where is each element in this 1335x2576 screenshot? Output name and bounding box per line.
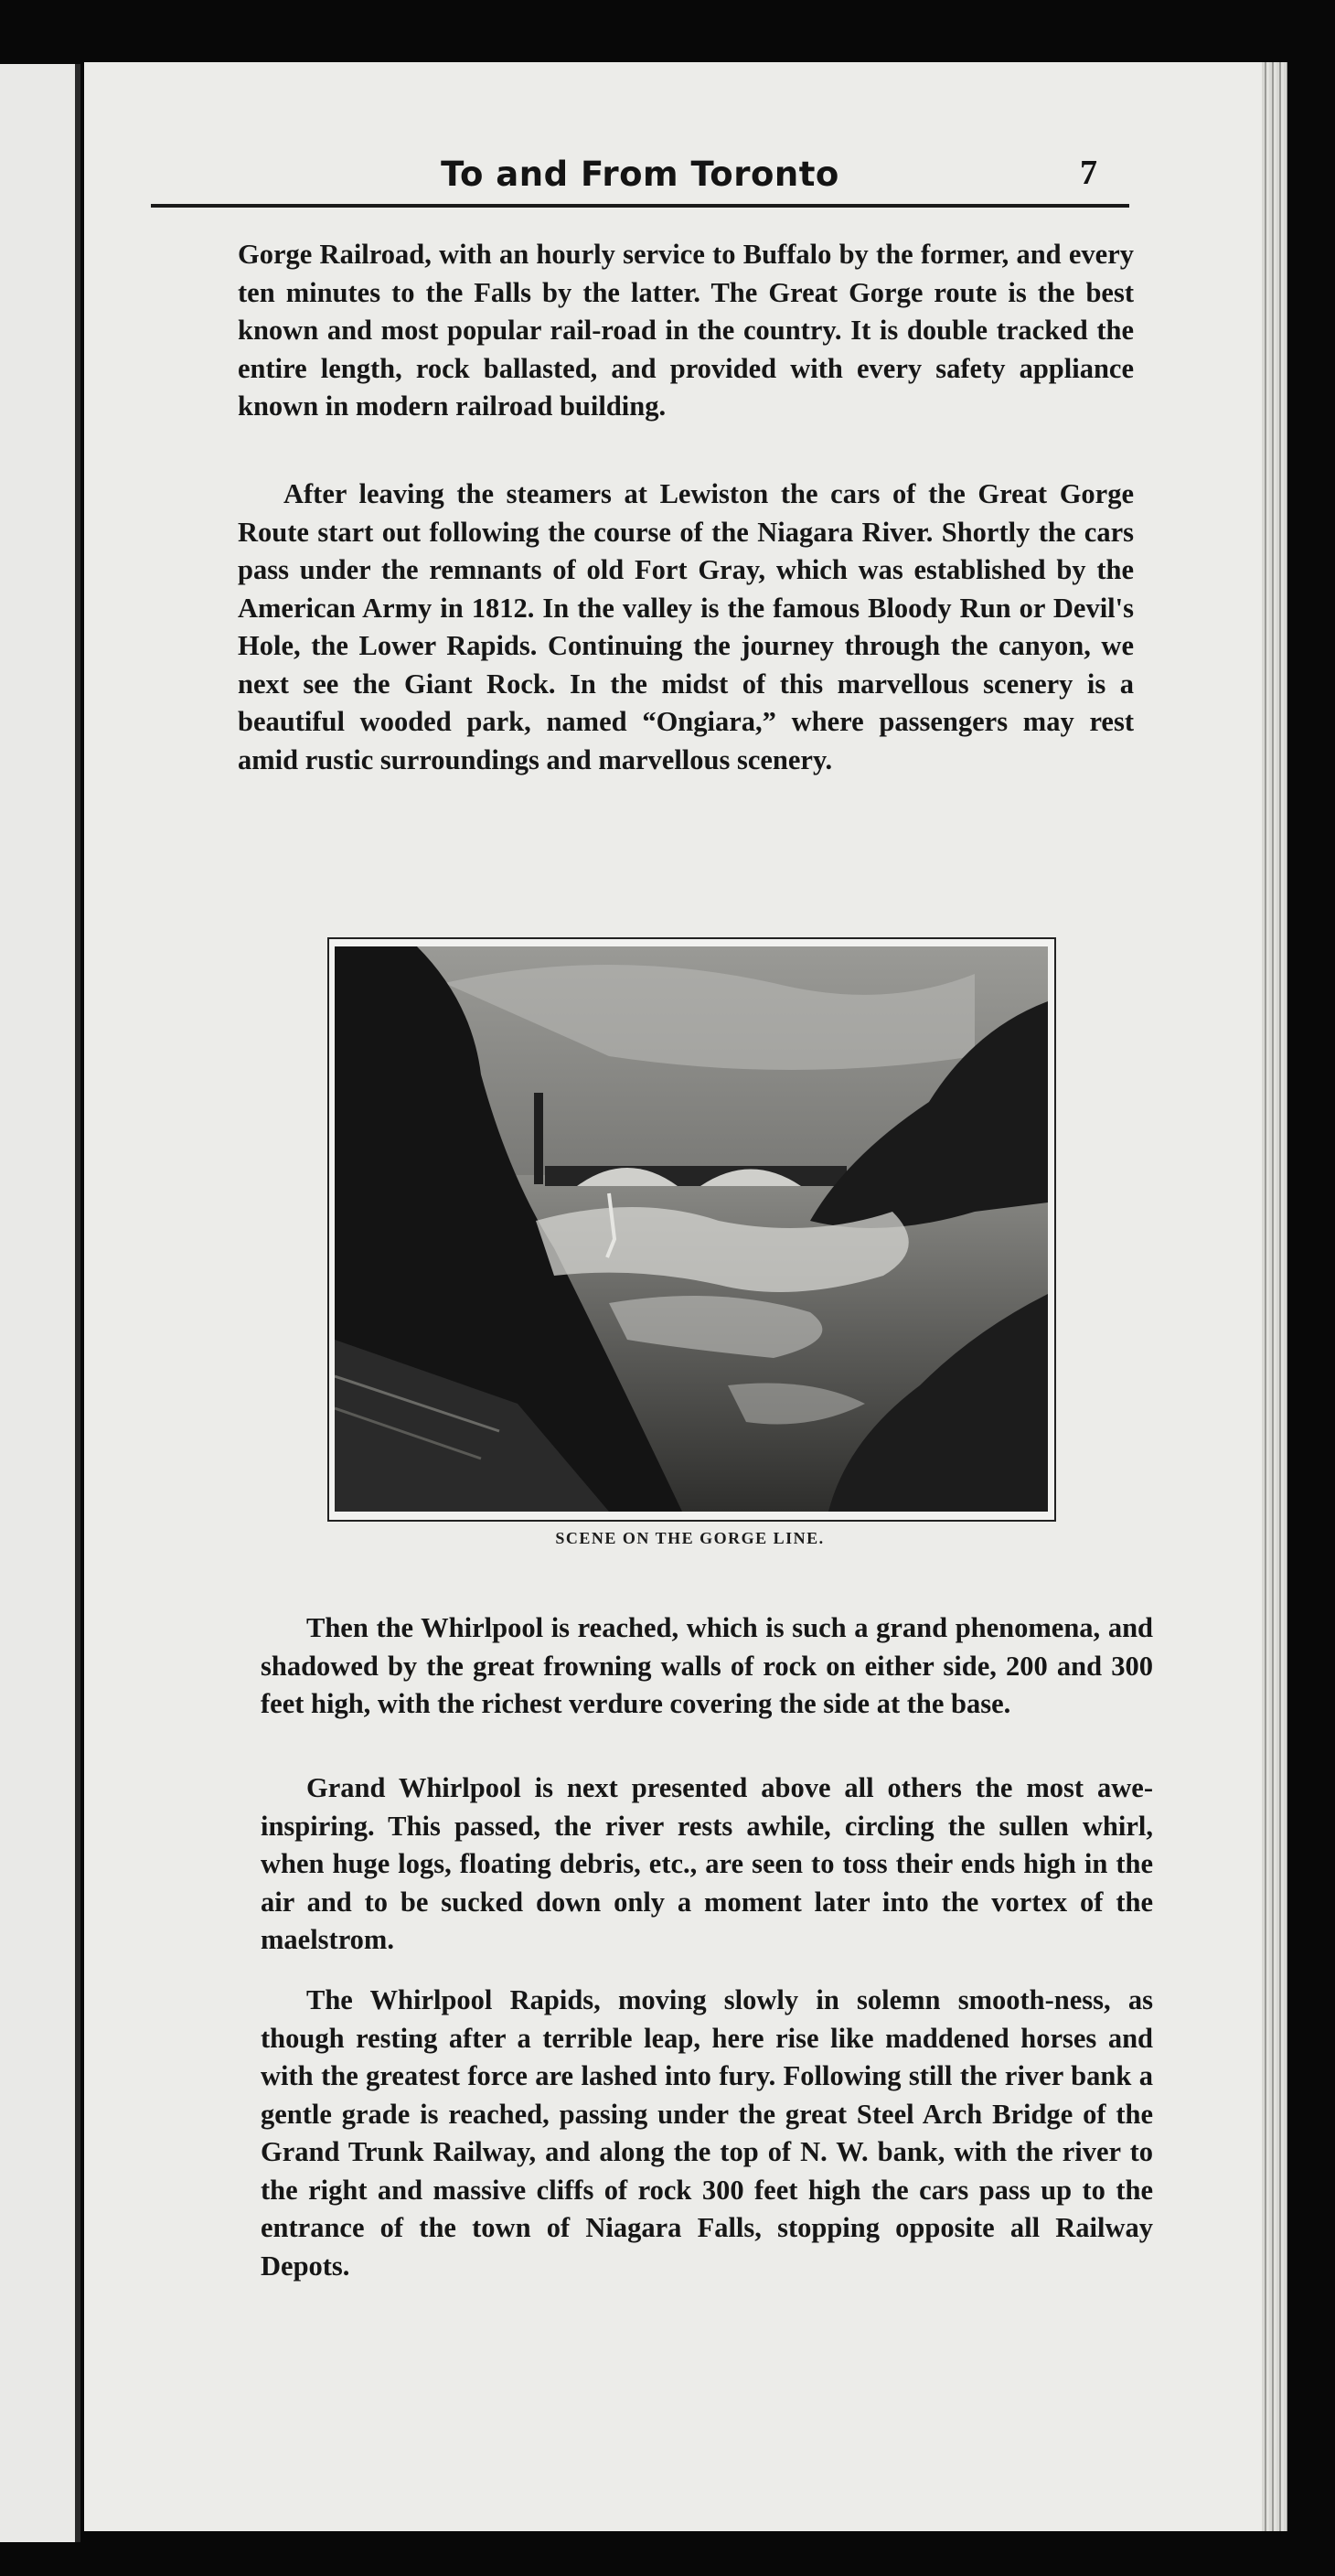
gorge-scene-photo xyxy=(335,946,1048,1512)
photo-caption: SCENE ON THE GORGE LINE. xyxy=(555,1529,825,1547)
paragraph-5: The Whirlpool Rapids, moving slowly in solemn smooth-ness, as though resting after a terrible leap, here rise like maddened horses and with the greatest force are lashed into fury. Following still the river bank a gentle grade is reached, passing under the great Steel Arch Bridge of the Grand Trunk Railway, and along the top of N. W. bank, with the river to the right and massive cliffs of rock 300 feet high the cars pass up to the entrance of the town of Niagara Falls, stopping opposite all Railway Depots. xyxy=(261,1984,1153,2282)
facing-page-edge xyxy=(0,64,80,2542)
paragraph-3: Then the Whirlpool is reached, which is such a grand phenomena, and shadowed by the great frowning walls of rock on either side, 200 and 300 feet high, with the richest verdure covering the side at the base. xyxy=(261,1612,1153,1719)
paragraph-1: Gorge Railroad, with an hourly service to Buffalo by the former, and every ten minutes to the Falls by the latter. The Great Gorge route is the best known and most popular rail-road in the country. It is double tracked the entire length, rock ballasted, and provided with every safety appliance known in modern railroad building. xyxy=(238,239,1134,422)
running-title: To and From Toronto xyxy=(441,155,839,194)
page-number: 7 xyxy=(1080,154,1097,192)
running-header xyxy=(151,151,1129,208)
photo-frame xyxy=(327,937,1056,1522)
paragraph-2: After leaving the steamers at Lewiston the cars of the Great Gorge Route start out following the course of the Niagara River. Shortly the cars pass under the remnants of old Fort Gray, which was established by the American Army in 1812. In the valley is the famous Bloody Run or Devil's Hole, the Lower Rapids. Continuing the journey through the canyon, we next see the Giant Rock. In the midst of this marvellous scenery is a beautiful wooded park, named “Ongiara,” where passengers may rest amid rustic surroundings and marvellous scenery. xyxy=(238,478,1134,775)
page-stack-edge xyxy=(1262,62,1287,2531)
paragraph-4: Grand Whirlpool is next presented above all others the most awe-inspiring. This passed, the river rests awhile, circling the sullen whirl, when huge logs, floating debris, etc., are seen to toss their ends high in the air and to be sucked down only a moment later into the vortex of the maelstrom. xyxy=(261,1772,1153,1955)
